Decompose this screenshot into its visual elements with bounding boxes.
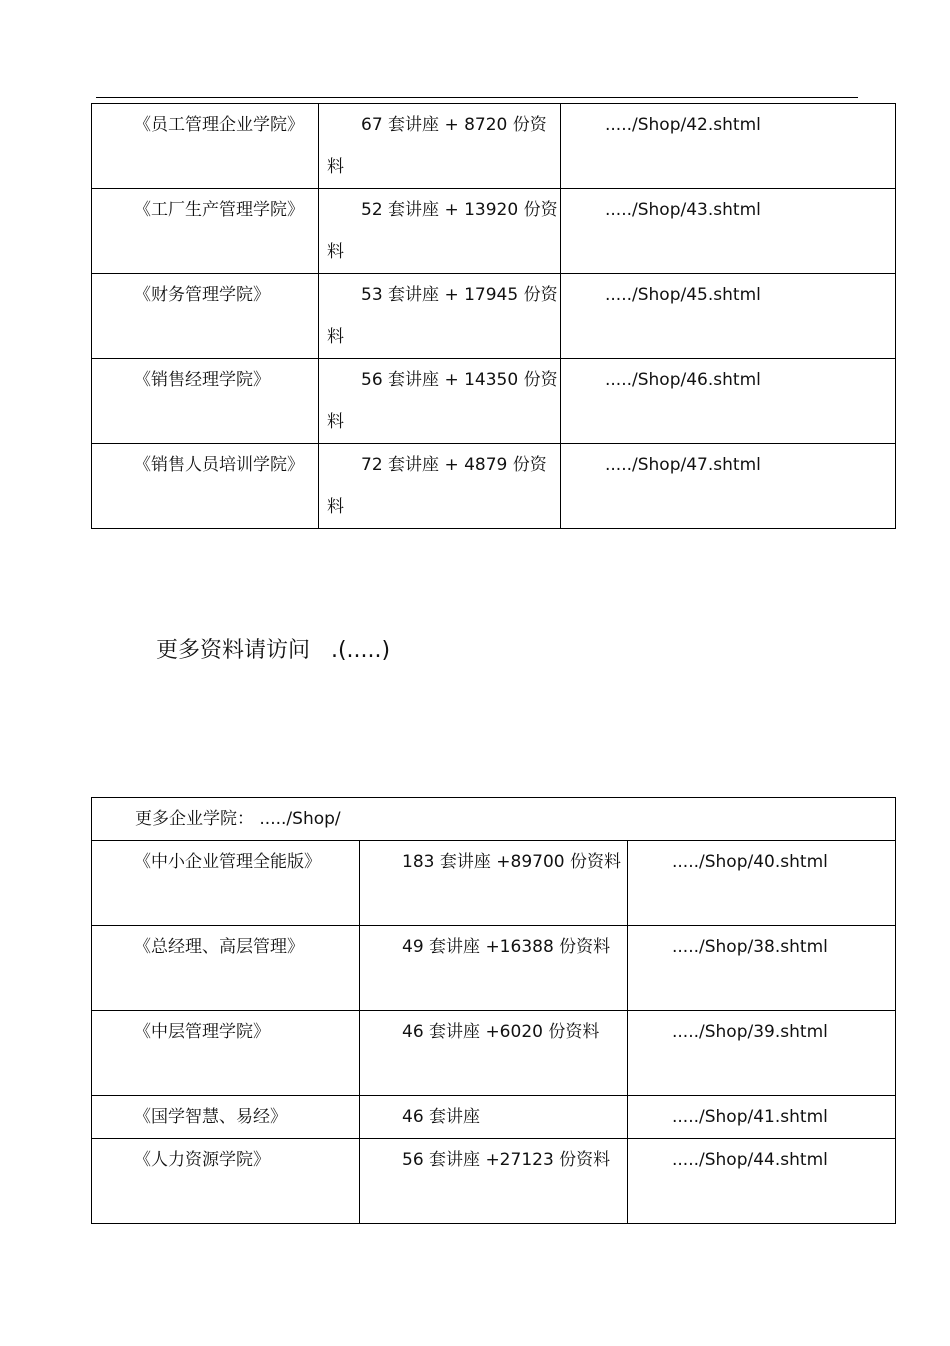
academy-link-cell xyxy=(628,1011,896,1096)
table-row xyxy=(92,274,896,359)
academy-link-cell xyxy=(628,1139,896,1224)
academy-name-cell: 《人力资源学院》 xyxy=(92,1139,360,1224)
table-row xyxy=(92,104,896,189)
academy-link-cell xyxy=(561,274,896,359)
academy-link[interactable]: ...../Shop/45.shtml xyxy=(605,285,761,305)
academy-link-cell xyxy=(628,841,896,926)
table-row xyxy=(92,841,896,926)
academy-content-cell: 56 套讲座 +27123 份资料 xyxy=(360,1139,628,1224)
header-rule xyxy=(96,97,858,98)
academy-content-cell: 67 套讲座 + 8720 份资料 xyxy=(319,104,561,189)
academy-content-cell: 72 套讲座 + 4879 份资料 xyxy=(319,444,561,529)
visit-more-text: 更多资料请访问 .(.....) xyxy=(156,638,391,663)
more-academies-header: 更多企业学院： ...../Shop/ xyxy=(92,798,896,841)
academy-link-cell xyxy=(561,444,896,529)
table-row xyxy=(92,1011,896,1096)
academy-link[interactable]: ...../Shop/38.shtml xyxy=(672,937,828,957)
academy-link[interactable]: ...../Shop/44.shtml xyxy=(672,1150,828,1170)
academy-content-cell: 46 套讲座 +6020 份资料 xyxy=(360,1011,628,1096)
table-row xyxy=(92,444,896,529)
academy-link[interactable]: ...../Shop/43.shtml xyxy=(605,200,761,220)
academy-name-cell: 《员工管理企业学院》 xyxy=(92,104,319,189)
academy-content-cell: 56 套讲座 + 14350 份资料 xyxy=(319,359,561,444)
academy-name-cell: 《中层管理学院》 xyxy=(92,1011,360,1096)
table-row xyxy=(92,1096,896,1139)
academy-content-cell: 52 套讲座 + 13920 份资料 xyxy=(319,189,561,274)
academy-content-cell: 183 套讲座 +89700 份资料 xyxy=(360,841,628,926)
academy-link[interactable]: ...../Shop/40.shtml xyxy=(672,852,828,872)
academy-link-cell xyxy=(561,189,896,274)
academy-name-cell: 《中小企业管理全能版》 xyxy=(92,841,360,926)
academy-link-cell xyxy=(561,104,896,189)
table-row xyxy=(92,359,896,444)
academy-table-top xyxy=(91,103,896,529)
table-row xyxy=(92,189,896,274)
table-header-row xyxy=(92,798,896,841)
academy-name-cell: 《工厂生产管理学院》 xyxy=(92,189,319,274)
academy-link[interactable]: ...../Shop/41.shtml xyxy=(672,1107,828,1127)
academy-name-cell: 《销售人员培训学院》 xyxy=(92,444,319,529)
table-row xyxy=(92,926,896,1011)
academy-name-cell: 《国学智慧、易经》 xyxy=(92,1096,360,1139)
academy-link-cell xyxy=(628,1096,896,1139)
academy-content-cell: 53 套讲座 + 17945 份资料 xyxy=(319,274,561,359)
academy-link[interactable]: ...../Shop/39.shtml xyxy=(672,1022,828,1042)
academy-name-cell: 《销售经理学院》 xyxy=(92,359,319,444)
academy-content-cell: 49 套讲座 +16388 份资料 xyxy=(360,926,628,1011)
table-row xyxy=(92,1139,896,1224)
academy-table-bottom xyxy=(91,797,896,1224)
academy-link-cell xyxy=(628,926,896,1011)
academy-link-cell xyxy=(561,359,896,444)
academy-link[interactable]: ...../Shop/42.shtml xyxy=(605,115,761,135)
academy-link[interactable]: ...../Shop/46.shtml xyxy=(605,370,761,390)
academy-name-cell: 《财务管理学院》 xyxy=(92,274,319,359)
academy-content-cell: 46 套讲座 xyxy=(360,1096,628,1139)
academy-name-cell: 《总经理、高层管理》 xyxy=(92,926,360,1011)
academy-link[interactable]: ...../Shop/47.shtml xyxy=(605,455,761,475)
